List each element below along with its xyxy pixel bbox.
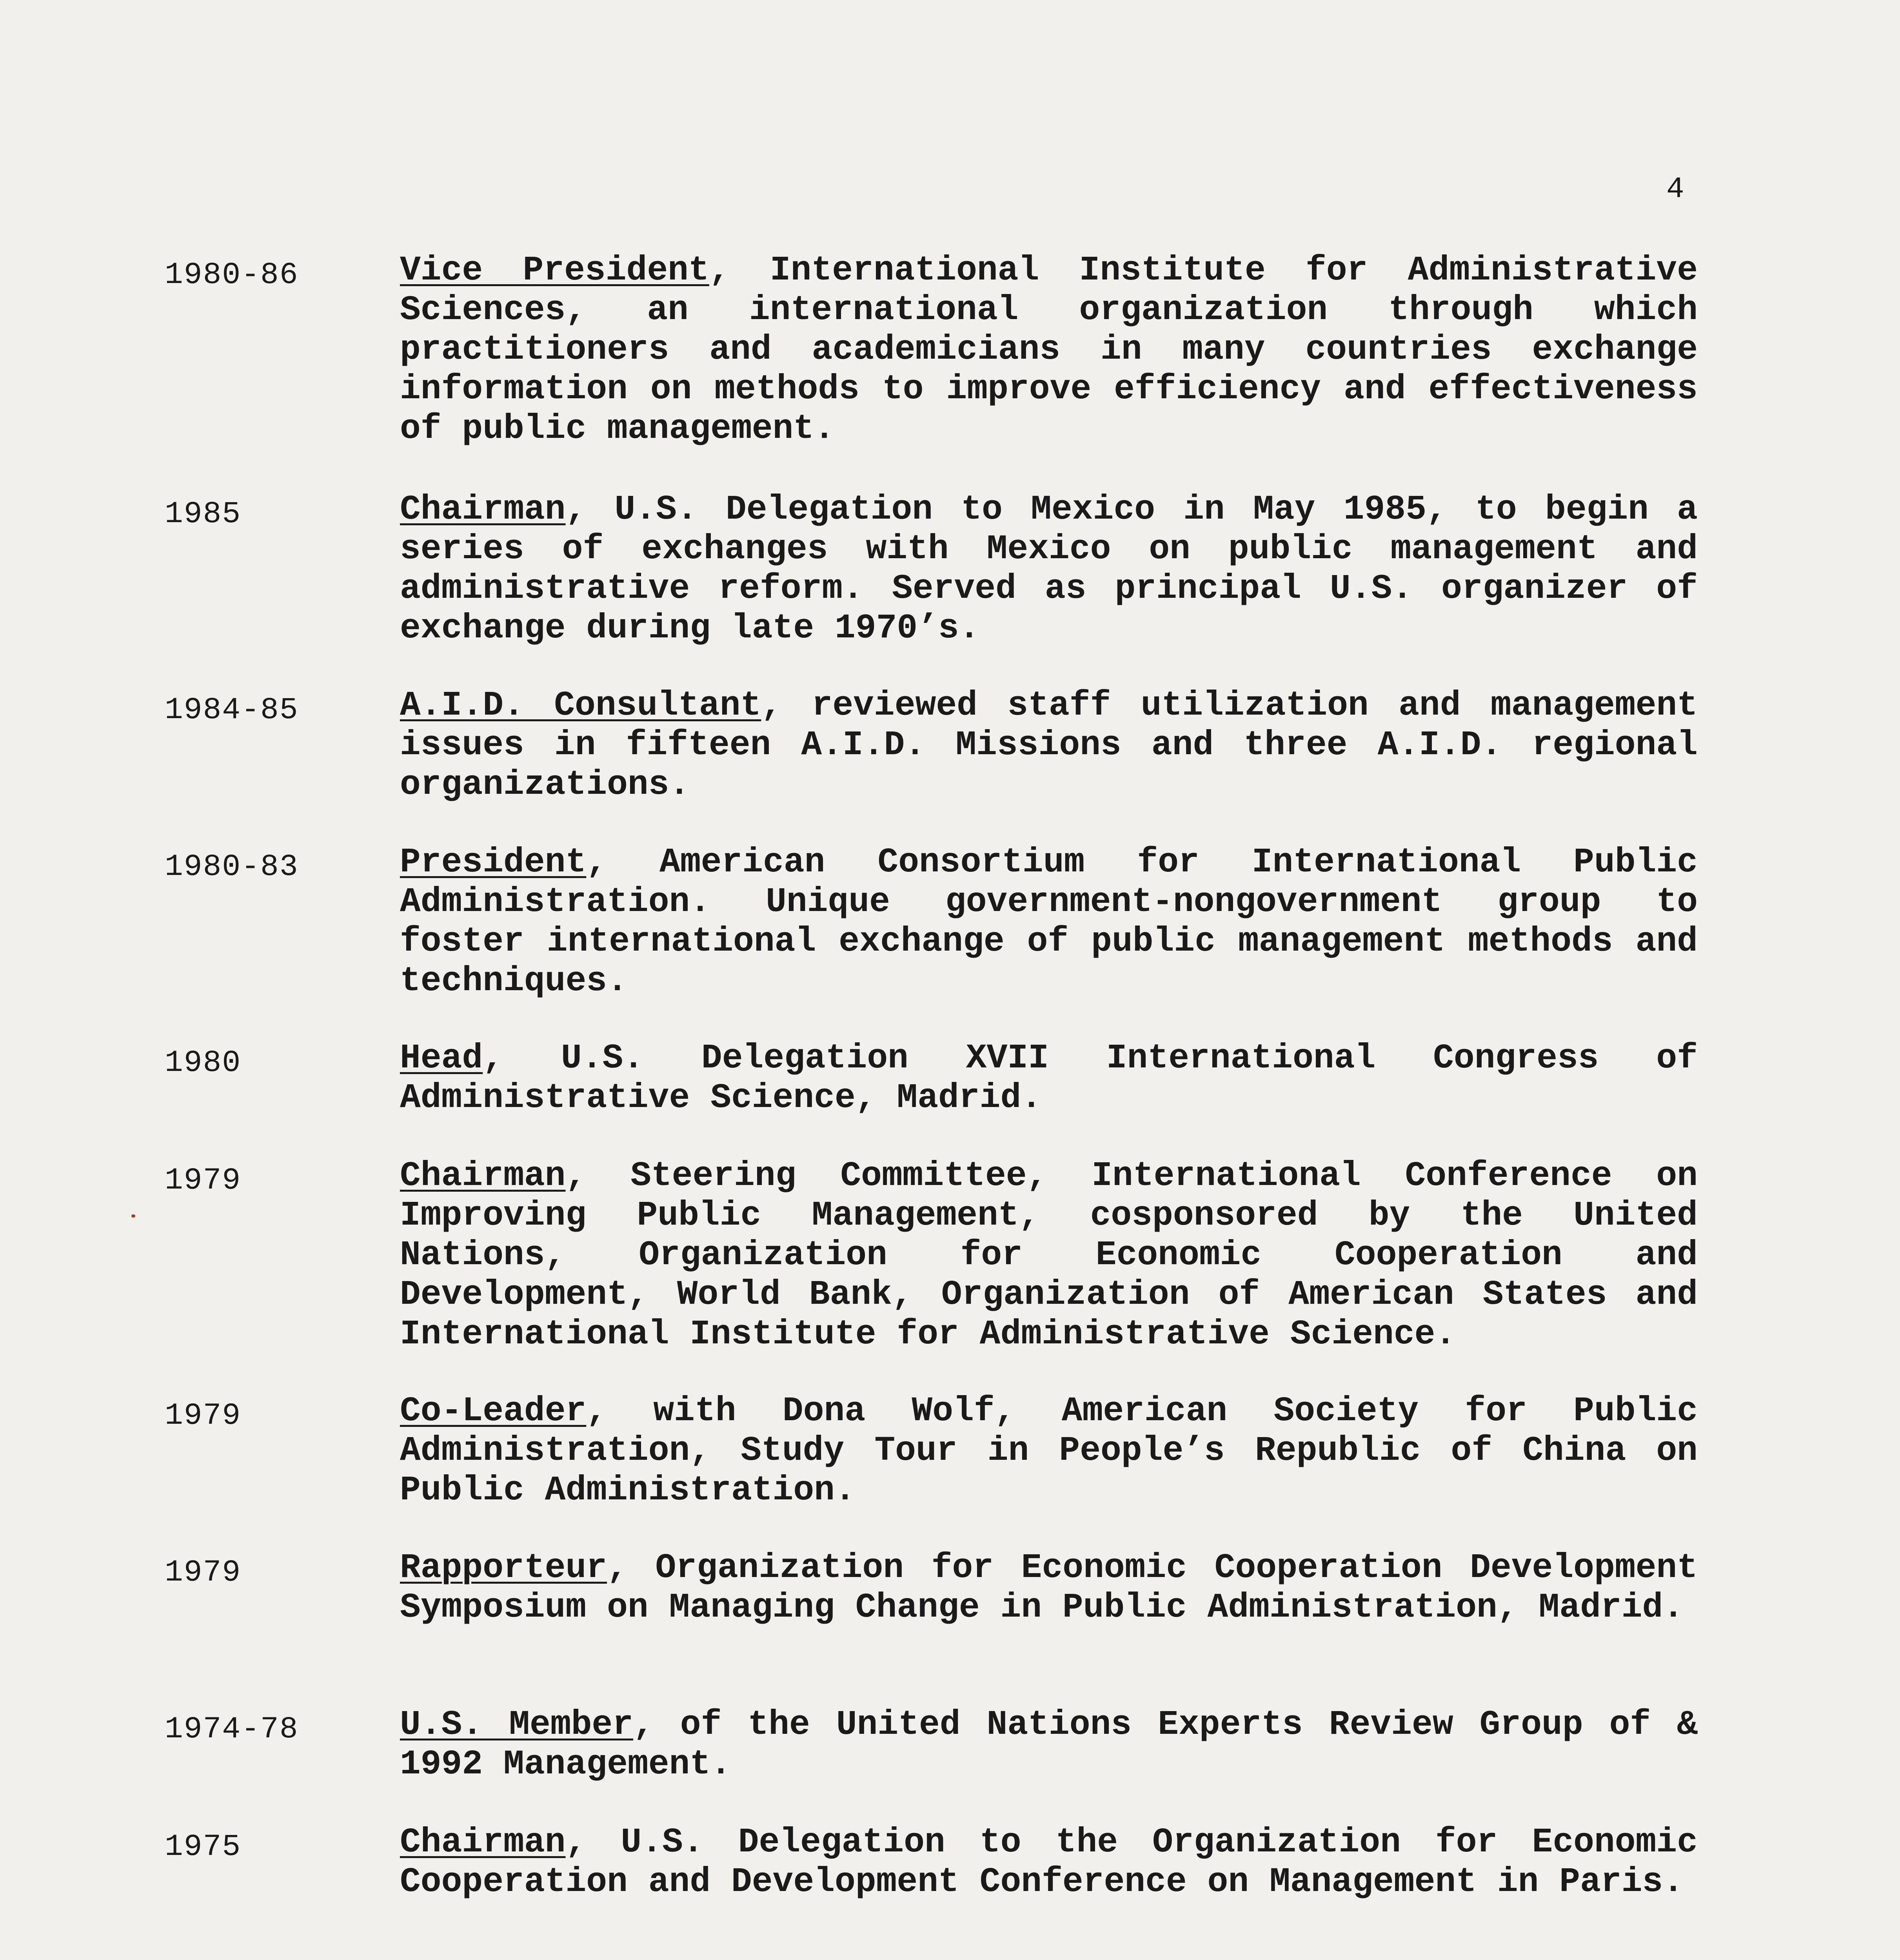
- entry-description: [400, 1823, 1698, 1902]
- entry-description: [400, 490, 1698, 648]
- entry-text: , with Dona Wolf, American Society for Public Administration, Study Tour in People’s Republic of China on Public Administration.: [400, 1392, 1698, 1510]
- entry-year: 1985: [165, 497, 242, 532]
- entry-year: 1979: [165, 1555, 242, 1590]
- entry-year: 1984-85: [165, 693, 299, 728]
- entry-role: Rapporteur: [400, 1549, 607, 1588]
- scan-speck: [131, 1214, 135, 1218]
- entry-year: 1980-86: [165, 258, 299, 292]
- entry-role: Chairman: [400, 490, 566, 529]
- entry-description: [400, 1392, 1698, 1510]
- entry-role: Vice President: [400, 251, 709, 290]
- entry-year: 1980-83: [165, 850, 299, 884]
- entry-description: [400, 843, 1698, 1001]
- entry-year: 1974-78: [165, 1712, 299, 1747]
- entry-description: [400, 1705, 1698, 1784]
- entry-description: [400, 1548, 1698, 1628]
- entry-text: , U.S. Delegation to Mexico in May 1985, to begin a series of exchanges with Mexico on public management and administrative reform. Served as principal U.S. organizer of exchange during late 1970’s.: [400, 490, 1698, 648]
- entry-description: [400, 1039, 1698, 1118]
- entry-role: U.S. Member: [400, 1706, 634, 1744]
- entry-text: , Steering Committee, International Conference on Improving Public Management, cosponsored by the United Nations, Organization for Economic Cooperation and Development, World Bank, Organization of American States and International Institute for Administrative Science.: [400, 1157, 1698, 1354]
- entry-description: [400, 686, 1698, 805]
- page-number: 4: [1666, 172, 1684, 206]
- entry-text: , International Institute for Administrative Sciences, an international organization through which practitioners and academicians in many countries exchange information on methods to improve efficiency and effectiveness of public management.: [400, 251, 1698, 448]
- entry-description: [400, 251, 1698, 449]
- entry-role: President: [400, 843, 587, 882]
- entry-role: A.I.D. Consultant: [400, 686, 761, 725]
- entry-year: 1980: [165, 1046, 242, 1080]
- entry-description: [400, 1156, 1698, 1354]
- entry-text: , American Consortium for International Public Administration. Unique government-nongovernment group to foster international exchange of public management methods and techniques.: [400, 843, 1698, 1001]
- entry-text: , Organization for Economic Cooperation Development Symposium on Managing Change in Public Administration, Madrid.: [400, 1549, 1698, 1627]
- entry-role: Head: [400, 1039, 483, 1078]
- entry-text: , reviewed staff utilization and management issues in fifteen A.I.D. Missions and three A.I.D. regional organizations.: [400, 686, 1698, 804]
- entry-year: 1979: [165, 1399, 242, 1433]
- entry-role: Chairman: [400, 1823, 566, 1862]
- entry-year: 1979: [165, 1163, 242, 1198]
- entry-text: , of the United Nations Experts Review Group of & 1992 Management.: [400, 1706, 1698, 1784]
- entry-role: Co-Leader: [400, 1392, 587, 1431]
- entry-text: , U.S. Delegation XVII International Congress of Administrative Science, Madrid.: [400, 1039, 1698, 1118]
- entry-text: , U.S. Delegation to the Organization for Economic Cooperation and Development Conference on Management in Paris.: [400, 1823, 1698, 1902]
- entry-year: 1975: [165, 1830, 242, 1864]
- entry-role: Chairman: [400, 1157, 566, 1196]
